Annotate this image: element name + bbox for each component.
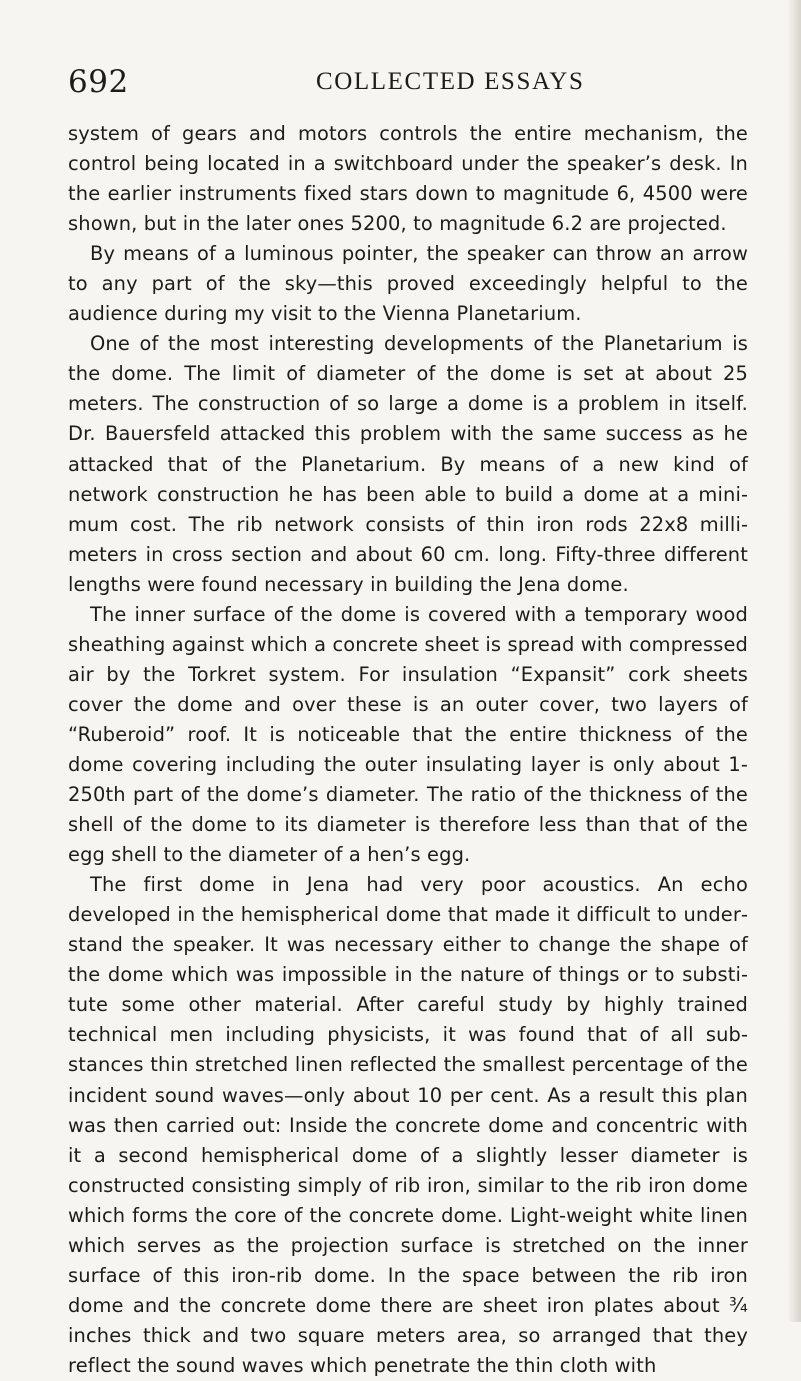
page-edge-shadow	[787, 0, 801, 1322]
running-head-title: COLLECTED ESSAYS	[316, 68, 585, 95]
paragraph-pointer: By means of a luminous pointer, the speaker can throw an arrow to any part of the sky—this proved exceedingly helpful to the audience during my visit to the Vienna Planetarium.	[68, 242, 748, 326]
paragraph-dome-construction: One of the most interesting developments of the Planetarium is the dome. The limit of diameter of the dome is set at about 25 meters. The construction of so large a dome is a problem in itself. Dr. Bauersfeld attacked this problem with the same success as he attacked that of the Planetarium. By means of a new kind of network construction he has been able to build a dome at a minimum cost. The rib network consists of thin iron rods 22x8 millimeters in cross section and about 60 cm. long. Fifty-three different lengths were found necessary in building the Jena dome.	[68, 332, 748, 596]
paragraph-dome-surface: The inner surface of the dome is covered with a temporary wood sheathing against which a concrete sheet is spread with compressed air by the Torkret system. For insulation “Expansit” cork sheets cover the dome and over these is an outer cover, two layers of “Ruberoid” roof. It is noticeable that the entire thickness of the dome covering including the outer insulating layer is only about 1-250th part of the dome’s diameter. The ratio of the thickness of the shell of the dome to its diameter is therefore less than that of the egg shell to the diameter of a hen’s egg.	[68, 602, 748, 867]
paragraph-acoustics: The first dome in Jena had very poor acoustics. An echo developed in the hemispherical dome that made it difficult to understand the speaker. It was necessary either to change the shape of the dome which was impossible in the nature of things or to substitute some other material. After careful study by highly trained technical men including physicists, it was found that of all substances thin stretched linen reflected the smallest percentage of the incident sound waves—only about 10 per cent. As a result this plan was then carried out: Inside the concrete dome and concentric with it a second hemispherical dome of a slightly lesser diameter is constructed consisting simply of rib iron, similar to the rib iron dome which forms the core of the concrete dome. Light-weight white linen which serves as the projection surface is stretched on the inner surface of this iron-rib dome. In the space between the rib iron dome and the concrete dome there are sheet iron plates about ¾ inches thick and two square meters area, so arranged that they reflect the sound waves which penetrate the thin cloth with	[68, 873, 748, 1377]
page-number: 692	[68, 64, 129, 100]
body-text	[68, 119, 748, 1381]
running-head	[68, 64, 748, 104]
paragraph-continuation: system of gears and motors controls the entire mechanism, the control being located in a switchboard under the speaker’s desk. In the earlier instruments fixed stars down to magnitude 6, 4500 were shown, but in the later ones 5200, to magnitude 6.2 are projected.	[68, 122, 748, 236]
